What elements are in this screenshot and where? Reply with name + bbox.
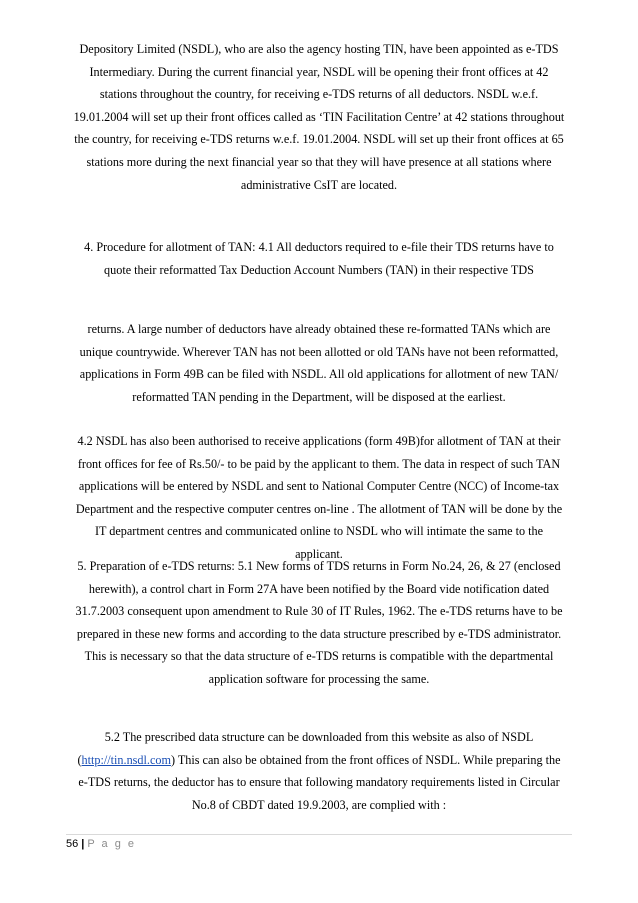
nsdl-website-link[interactable]: http://tin.nsdl.com bbox=[81, 752, 171, 767]
page-number: 56 bbox=[66, 838, 79, 850]
paragraph-nsdl-intermediary: Depository Limited (NSDL), who are also the agency hosting TIN, have been appointed as e-TDS Intermediary. During the current financial year, NSDL will be opening their front offices at 42 stations throughout the country, for receiving e-TDS returns of all deductors. NSDL w.e.f. 19.01.2004 will set up their front offices called as ‘TIN Facilitation Centre’ at 42 stations throughout the country, for receiving e-TDS returns w.e.f. 19.01.2004. NSDL will set up their front offices at 65 stations more during the next financial year so that they will have presence at all stations where administrative CsIT are located. bbox=[73, 42, 565, 192]
footer-divider bbox=[66, 834, 572, 835]
paragraph-tan-procedure: 4. Procedure for allotment of TAN: 4.1 All deductors required to e-file their TDS returns have to quote their reformatted Tax Deduction Account Numbers (TAN) in their respective TDS bbox=[84, 240, 554, 277]
paragraph-data-structure-start: 5.2 The prescribed data structure can be downloaded from this website as also of NSDL ( bbox=[77, 730, 534, 767]
paragraph-tan-reformatted: returns. A large number of deductors have already obtained these re-formatted TANs which are unique countrywide. Wherever TAN has not been allotted or old TANs have not been reformatted, applications in Form 49B can be filed with NSDL. All old applications for allotment of new TAN/ reformatted TAN pending in the Department, will be disposed at the earliest. bbox=[79, 322, 559, 404]
paragraph-etds-preparation: 5. Preparation of e-TDS returns: 5.1 New forms of TDS returns in Form No.24, 26, & 27 (enclosed herewith), a control chart in Form 27A have been notified by the Board vide notification dated 31.7.2003 consequent upon amendment to Rule 30 of IT Rules, 1962. The e-TDS returns have to be prepared in these new forms and according to the data structure prescribed by e-TDS administrator. This is necessary so that the data structure of e-TDS returns is compatible with the departmental application software for processing the same. bbox=[75, 559, 563, 686]
page-footer bbox=[66, 838, 136, 850]
paragraph-data-structure bbox=[72, 726, 566, 816]
footer-separator: | bbox=[81, 838, 85, 850]
paragraph-data-structure-end: ) This can also be obtained from the front offices of NSDL. While preparing the e-TDS returns, the deductor has to ensure that following mandatory requirements listed in Circular No.8 of CBDT dated 19.9.2003, are complied with : bbox=[78, 752, 561, 812]
page-label: P a g e bbox=[87, 838, 136, 850]
paragraph-tan-applications: 4.2 NSDL has also been authorised to receive applications (form 49B)for allotment of TAN at their front offices for fee of Rs.50/- to be paid by the applicant to them. The data in respect of such TAN applications will be entered by NSDL and sent to National Computer Centre (NCC) of Income-tax Department and the respective computer centres on-line . The allotment of TAN will be done by the IT department centres and communicated online to NSDL who will intimate the same to the applicant. bbox=[75, 434, 563, 561]
